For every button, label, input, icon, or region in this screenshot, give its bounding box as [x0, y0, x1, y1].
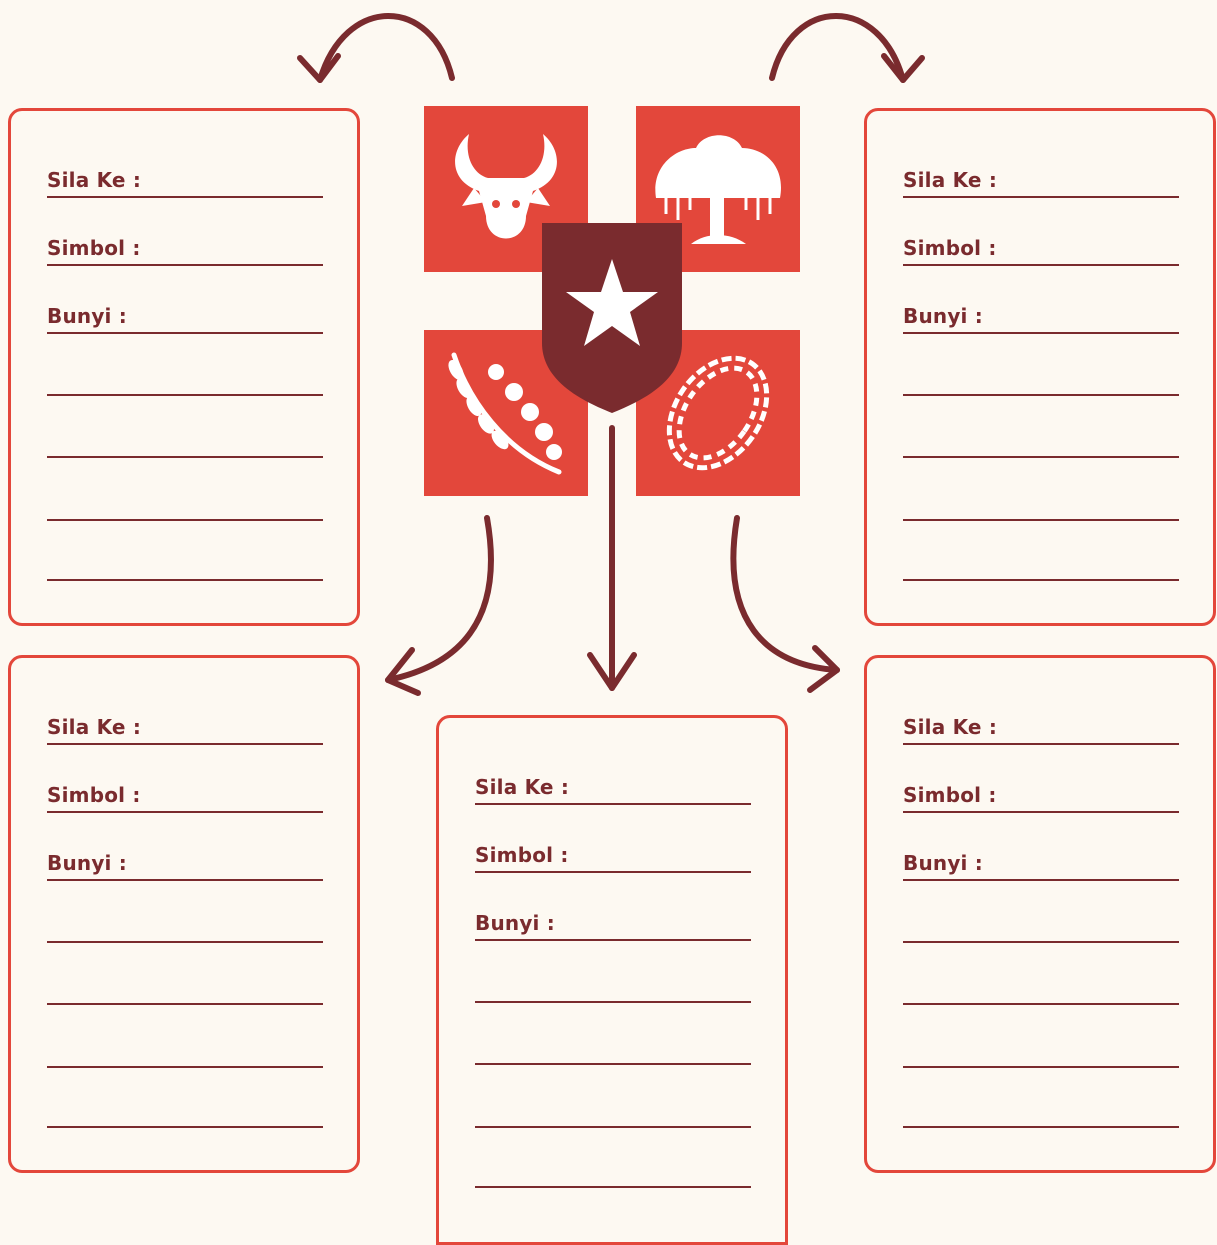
simbol-line[interactable]: [903, 811, 1179, 813]
writing-line[interactable]: [903, 519, 1179, 521]
simbol-label: Simbol :: [903, 783, 997, 807]
sila-ke-line[interactable]: [475, 803, 751, 805]
card-bottom-center: [436, 715, 788, 1245]
sila-ke-line[interactable]: [903, 743, 1179, 745]
bunyi-label: Bunyi :: [47, 304, 127, 328]
sila-ke-label: Sila Ke :: [47, 715, 142, 739]
bunyi-line[interactable]: [47, 332, 323, 334]
sila-ke-label: Sila Ke :: [903, 168, 998, 192]
writing-line[interactable]: [903, 941, 1179, 943]
bunyi-line[interactable]: [903, 332, 1179, 334]
card-top-left: [8, 108, 360, 626]
sila-ke-label: Sila Ke :: [47, 168, 142, 192]
simbol-line[interactable]: [47, 264, 323, 266]
card-bottom-right: [864, 655, 1216, 1173]
sila-ke-label: Sila Ke :: [475, 775, 570, 799]
bunyi-label: Bunyi :: [475, 911, 555, 935]
writing-line[interactable]: [475, 1063, 751, 1065]
arrow-top-left: [320, 16, 452, 80]
bunyi-line[interactable]: [475, 939, 751, 941]
card-bottom-left: [8, 655, 360, 1173]
writing-line[interactable]: [903, 456, 1179, 458]
simbol-line[interactable]: [903, 264, 1179, 266]
writing-line[interactable]: [475, 1186, 751, 1188]
card-top-right: [864, 108, 1216, 626]
simbol-label: Simbol :: [475, 843, 569, 867]
writing-line[interactable]: [475, 1126, 751, 1128]
bunyi-label: Bunyi :: [903, 304, 983, 328]
writing-line[interactable]: [47, 1003, 323, 1005]
sila-ke-label: Sila Ke :: [903, 715, 998, 739]
writing-line[interactable]: [903, 1126, 1179, 1128]
bunyi-line[interactable]: [47, 879, 323, 881]
arrowhead-top-right: [884, 56, 922, 80]
simbol-label: Simbol :: [903, 236, 997, 260]
simbol-label: Simbol :: [47, 783, 141, 807]
emblem-shield: [542, 223, 682, 415]
simbol-label: Simbol :: [47, 236, 141, 260]
arrow-top-right: [772, 16, 903, 80]
shield-icon: [542, 223, 682, 415]
writing-line[interactable]: [47, 941, 323, 943]
writing-line[interactable]: [475, 1001, 751, 1003]
writing-line[interactable]: [903, 394, 1179, 396]
sila-ke-line[interactable]: [903, 196, 1179, 198]
bunyi-label: Bunyi :: [903, 851, 983, 875]
simbol-line[interactable]: [47, 811, 323, 813]
writing-line[interactable]: [47, 579, 323, 581]
writing-line[interactable]: [47, 1066, 323, 1068]
sila-ke-line[interactable]: [47, 196, 323, 198]
simbol-line[interactable]: [475, 871, 751, 873]
bunyi-line[interactable]: [903, 879, 1179, 881]
writing-line[interactable]: [903, 1003, 1179, 1005]
writing-line[interactable]: [47, 1126, 323, 1128]
arrow-bottom-left: [388, 518, 491, 680]
bunyi-label: Bunyi :: [47, 851, 127, 875]
sila-ke-line[interactable]: [47, 743, 323, 745]
writing-line[interactable]: [47, 519, 323, 521]
writing-line[interactable]: [47, 394, 323, 396]
writing-line[interactable]: [47, 456, 323, 458]
writing-line[interactable]: [903, 1066, 1179, 1068]
arrow-bottom-right: [733, 518, 837, 670]
arrowhead-top-left: [300, 56, 338, 80]
writing-line[interactable]: [903, 579, 1179, 581]
